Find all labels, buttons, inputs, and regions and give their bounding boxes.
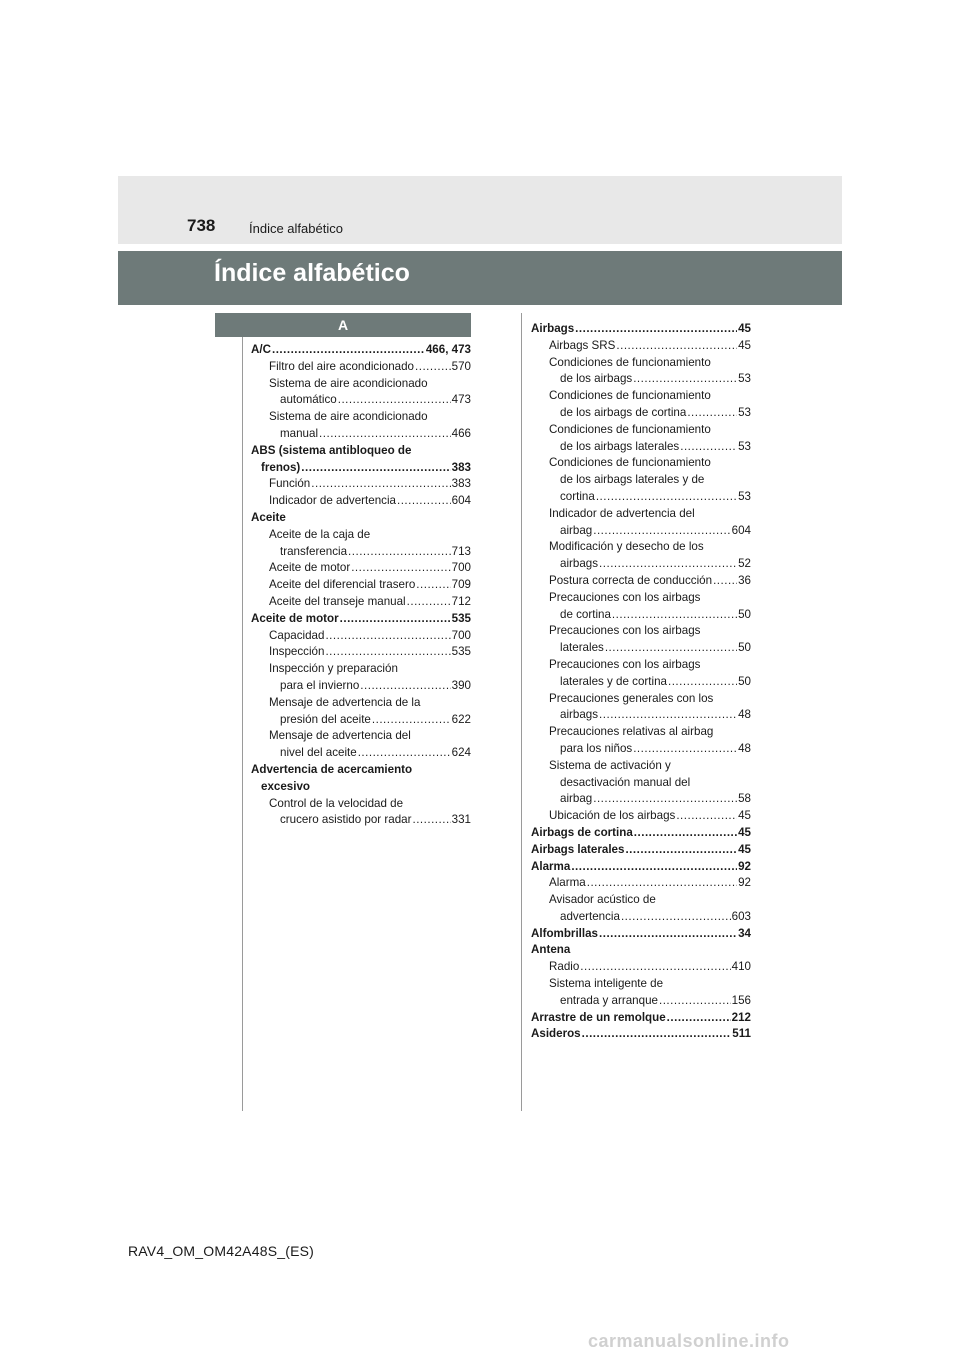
entry-text: airbags xyxy=(560,557,599,571)
page-reference: 511 xyxy=(732,1027,751,1041)
dot-leader xyxy=(372,712,451,729)
dot-leader xyxy=(351,560,450,577)
page-reference: 390 xyxy=(451,678,471,692)
index-subentry xyxy=(251,376,471,410)
index-subentry xyxy=(531,959,751,976)
index-subentry xyxy=(531,758,751,808)
dot-leader xyxy=(319,426,451,443)
page-reference: 604 xyxy=(451,494,471,508)
page-reference: 212 xyxy=(731,1010,751,1024)
left-index-column xyxy=(251,342,471,829)
entry-text: Precauciones generales con los xyxy=(549,691,714,705)
dot-leader xyxy=(338,392,451,409)
entry-text: Mensaje de advertencia del xyxy=(269,729,411,743)
entry-text: Alarma xyxy=(549,876,586,890)
watermark: carmanualsonline.info xyxy=(588,1331,790,1351)
entry-text: entrada y arranque xyxy=(560,993,658,1007)
page-reference: 53 xyxy=(738,439,751,453)
dot-leader xyxy=(668,674,737,691)
page-reference: 331 xyxy=(451,813,471,827)
page-reference: 700 xyxy=(451,628,471,642)
dot-leader xyxy=(593,523,730,540)
index-entry xyxy=(531,825,751,842)
index-entry xyxy=(531,926,751,943)
letter-heading: A xyxy=(215,313,471,337)
index-subentry xyxy=(531,388,751,422)
page-reference: 624 xyxy=(451,746,471,760)
index-subentry xyxy=(251,628,471,645)
page-reference: 45 xyxy=(738,809,751,823)
entry-text: Airbags SRS xyxy=(549,338,616,352)
page-reference: 604 xyxy=(731,523,751,537)
entry-text: A/C xyxy=(251,343,271,356)
dot-leader xyxy=(596,489,737,506)
entry-text: Aceite del transeje manual xyxy=(269,594,406,608)
entry-text: para el invierno xyxy=(280,678,360,692)
entry-text: Ubicación de los airbags xyxy=(549,809,676,823)
entry-text: Condiciones de funcionamiento xyxy=(549,456,711,470)
entry-text: Modificación y desecho de los xyxy=(549,540,704,554)
entry-text: Alarma xyxy=(531,859,571,873)
entry-text: Airbags xyxy=(531,322,575,335)
page-reference: 45 xyxy=(738,338,751,352)
entry-text: desactivación manual del xyxy=(560,775,691,789)
entry-text: Precauciones con los airbags xyxy=(549,624,701,638)
entry-text: crucero asistido por radar xyxy=(280,813,412,827)
page-reference: 92 xyxy=(738,876,751,890)
entry-text: Avisador acústico de xyxy=(549,893,656,907)
page-reference: 48 xyxy=(738,708,751,722)
entry-text: Sistema de aire acondicionado xyxy=(269,376,428,390)
index-subentry xyxy=(531,455,751,505)
entry-text: advertencia xyxy=(560,909,620,923)
dot-leader xyxy=(680,439,737,456)
index-entry xyxy=(251,762,471,796)
dot-leader xyxy=(667,1010,731,1027)
index-entry xyxy=(531,942,751,959)
entry-text: frenos) xyxy=(261,460,301,474)
page-reference: 466, 473 xyxy=(425,343,471,356)
index-subentry xyxy=(531,724,751,758)
entry-text: Condiciones de funcionamiento xyxy=(549,389,711,403)
index-entry xyxy=(531,1026,751,1043)
entry-text: Precauciones relativas al airbag xyxy=(549,725,714,739)
entry-text: Sistema de aire acondicionado xyxy=(269,410,428,424)
entry-text: laterales xyxy=(560,641,604,655)
page-reference: 53 xyxy=(738,489,751,503)
index-subentry xyxy=(531,506,751,540)
dot-leader xyxy=(325,628,450,645)
index-entry xyxy=(251,342,471,359)
dot-leader xyxy=(612,607,737,624)
header-band xyxy=(118,176,842,244)
index-subentry xyxy=(531,691,751,725)
index-subentry xyxy=(531,422,751,456)
index-subentry xyxy=(251,594,471,611)
page-reference: 50 xyxy=(738,641,751,655)
index-subentry xyxy=(251,644,471,661)
entry-text: Precauciones con los airbags xyxy=(549,590,701,604)
entry-text: Aceite de la caja de xyxy=(269,527,371,541)
index-subentry xyxy=(531,539,751,573)
dot-leader xyxy=(676,808,737,825)
entry-text: airbag xyxy=(560,792,593,806)
page-reference: 473 xyxy=(451,393,471,407)
index-entry xyxy=(531,842,751,859)
entry-text: Sistema inteligente de xyxy=(549,977,664,991)
page-reference: 535 xyxy=(451,611,471,625)
index-subentry xyxy=(251,359,471,376)
entry-text: Airbags laterales xyxy=(531,842,625,856)
dot-leader xyxy=(325,644,450,661)
page-reference: 48 xyxy=(738,741,751,755)
entry-text: Control de la velocidad de xyxy=(269,796,404,810)
entry-text: Advertencia de acercamiento xyxy=(251,762,413,776)
page-number: 738 xyxy=(187,216,216,235)
dot-leader xyxy=(575,321,737,338)
index-entry xyxy=(531,859,751,876)
dot-leader xyxy=(397,493,451,510)
entry-text: Aceite xyxy=(251,510,286,524)
entry-text: Alfombrillas xyxy=(531,926,598,940)
index-subentry xyxy=(531,657,751,691)
index-entry xyxy=(251,611,471,628)
dot-leader xyxy=(599,707,737,724)
dot-leader xyxy=(599,926,737,943)
dot-leader xyxy=(633,371,737,388)
entry-text: Asideros xyxy=(531,1027,581,1041)
entry-text: para los niños xyxy=(560,741,633,755)
page-reference: 466 xyxy=(451,426,471,440)
index-entry xyxy=(251,510,471,527)
index-subentry xyxy=(251,527,471,561)
entry-text: transferencia xyxy=(280,544,348,558)
entry-text: de los airbags de cortina xyxy=(560,405,687,419)
index-subentry xyxy=(531,573,751,590)
index-subentry xyxy=(531,976,751,1010)
section-label: Índice alfabético xyxy=(249,221,343,236)
entry-text: Radio xyxy=(549,960,580,974)
entry-text: Capacidad xyxy=(269,628,325,642)
dot-leader xyxy=(360,678,450,695)
index-subentry xyxy=(251,695,471,729)
dot-leader xyxy=(625,842,737,859)
page-reference: 709 xyxy=(451,578,471,592)
entry-text: airbags xyxy=(560,708,599,722)
index-subentry xyxy=(531,590,751,624)
entry-text: nivel del aceite xyxy=(280,746,357,760)
entry-text: Arrastre de un remolque xyxy=(531,1010,666,1024)
entry-text: Postura correcta de conducción xyxy=(549,573,713,587)
dot-leader xyxy=(272,342,425,359)
page-reference: 53 xyxy=(738,372,751,386)
dot-leader xyxy=(593,791,737,808)
right-index-column xyxy=(531,321,751,1043)
page-reference: 45 xyxy=(738,825,751,839)
document-code: RAV4_OM_OM42A48S_(ES) xyxy=(128,1243,315,1259)
dot-leader xyxy=(713,573,737,590)
page-reference: 156 xyxy=(731,993,751,1007)
entry-text: de los airbags laterales xyxy=(560,439,680,453)
index-subentry xyxy=(531,355,751,389)
page-reference: 50 xyxy=(738,674,751,688)
entry-text: Antena xyxy=(531,943,571,957)
entry-text: Indicador de advertencia xyxy=(269,494,396,508)
entry-text: automático xyxy=(280,393,337,407)
left-column-rule xyxy=(242,313,243,1111)
page-reference: 700 xyxy=(451,561,471,575)
entry-text: de los airbags laterales y de xyxy=(560,473,705,487)
dot-leader xyxy=(407,594,451,611)
page-reference: 603 xyxy=(731,909,751,923)
page-reference: 383 xyxy=(451,460,471,474)
entry-text: Condiciones de funcionamiento xyxy=(549,422,711,436)
dot-leader xyxy=(599,556,737,573)
dot-leader xyxy=(587,875,737,892)
index-subentry xyxy=(531,338,751,355)
dot-leader xyxy=(605,640,737,657)
page-reference: 92 xyxy=(738,859,751,873)
index-subentry xyxy=(251,560,471,577)
dot-leader xyxy=(659,993,731,1010)
entry-text: cortina xyxy=(560,489,595,503)
entry-text: de cortina xyxy=(560,607,611,621)
dot-leader xyxy=(687,405,737,422)
page-reference: 535 xyxy=(451,645,471,659)
entry-text: excesivo xyxy=(261,779,310,793)
page-reference: 52 xyxy=(738,557,751,571)
dot-leader xyxy=(311,476,450,493)
entry-text: Indicador de advertencia del xyxy=(549,506,695,520)
dot-leader xyxy=(340,611,451,628)
entry-text: Airbags de cortina xyxy=(531,825,633,839)
dot-leader xyxy=(634,825,737,842)
index-entry xyxy=(531,1010,751,1027)
dot-leader xyxy=(582,1026,732,1043)
dot-leader xyxy=(616,338,737,355)
page-reference: 712 xyxy=(451,594,471,608)
dot-leader xyxy=(621,909,731,926)
entry-text: laterales y de cortina xyxy=(560,674,667,688)
page-reference: 410 xyxy=(731,960,751,974)
middle-column-rule xyxy=(521,313,522,1111)
dot-leader xyxy=(571,859,737,876)
page-reference: 570 xyxy=(451,359,471,373)
index-subentry xyxy=(531,808,751,825)
entry-text: Aceite de motor xyxy=(251,611,339,625)
index-subentry xyxy=(251,728,471,762)
entry-text: airbag xyxy=(560,523,593,537)
index-subentry xyxy=(251,493,471,510)
index-subentry xyxy=(531,875,751,892)
dot-leader xyxy=(416,577,450,594)
index-subentry xyxy=(251,661,471,695)
page-reference: 383 xyxy=(451,477,471,491)
entry-text: Condiciones de funcionamiento xyxy=(549,355,711,369)
entry-text: Aceite del diferencial trasero xyxy=(269,578,416,592)
entry-text: Precauciones con los airbags xyxy=(549,657,701,671)
page-reference: 45 xyxy=(738,842,751,856)
entry-text: de los airbags xyxy=(560,372,633,386)
entry-text: Aceite de motor xyxy=(269,561,351,575)
page-reference: 622 xyxy=(451,712,471,726)
dot-leader xyxy=(415,359,451,376)
entry-text: Filtro del aire acondicionado xyxy=(269,359,415,373)
index-subentry xyxy=(251,796,471,830)
index-entry xyxy=(531,321,751,338)
dot-leader xyxy=(412,812,450,829)
entry-text: ABS (sistema antibloqueo de xyxy=(251,443,412,457)
dot-leader xyxy=(301,460,450,477)
page-reference: 50 xyxy=(738,607,751,621)
index-entry xyxy=(251,443,471,477)
entry-text: Sistema de activación y xyxy=(549,758,671,772)
page-title: Índice alfabético xyxy=(214,259,410,287)
page-reference: 58 xyxy=(738,792,751,806)
entry-text: Inspección y preparación xyxy=(269,662,398,676)
entry-text: manual xyxy=(280,426,319,440)
page-reference: 713 xyxy=(451,544,471,558)
index-subentry xyxy=(251,577,471,594)
dot-leader xyxy=(633,741,737,758)
page-reference: 34 xyxy=(738,926,751,940)
page-reference: 53 xyxy=(738,405,751,419)
index-subentry xyxy=(531,892,751,926)
entry-text: Inspección xyxy=(269,645,325,659)
dot-leader xyxy=(580,959,730,976)
entry-text: presión del aceite xyxy=(280,712,371,726)
index-subentry xyxy=(251,409,471,443)
dot-leader xyxy=(348,544,451,561)
dot-leader xyxy=(358,745,451,762)
entry-text: Función xyxy=(269,477,311,491)
index-subentry xyxy=(531,623,751,657)
entry-text: Mensaje de advertencia de la xyxy=(269,695,421,709)
index-subentry xyxy=(251,476,471,493)
page-reference: 45 xyxy=(738,322,751,335)
page-reference: 36 xyxy=(738,573,751,587)
